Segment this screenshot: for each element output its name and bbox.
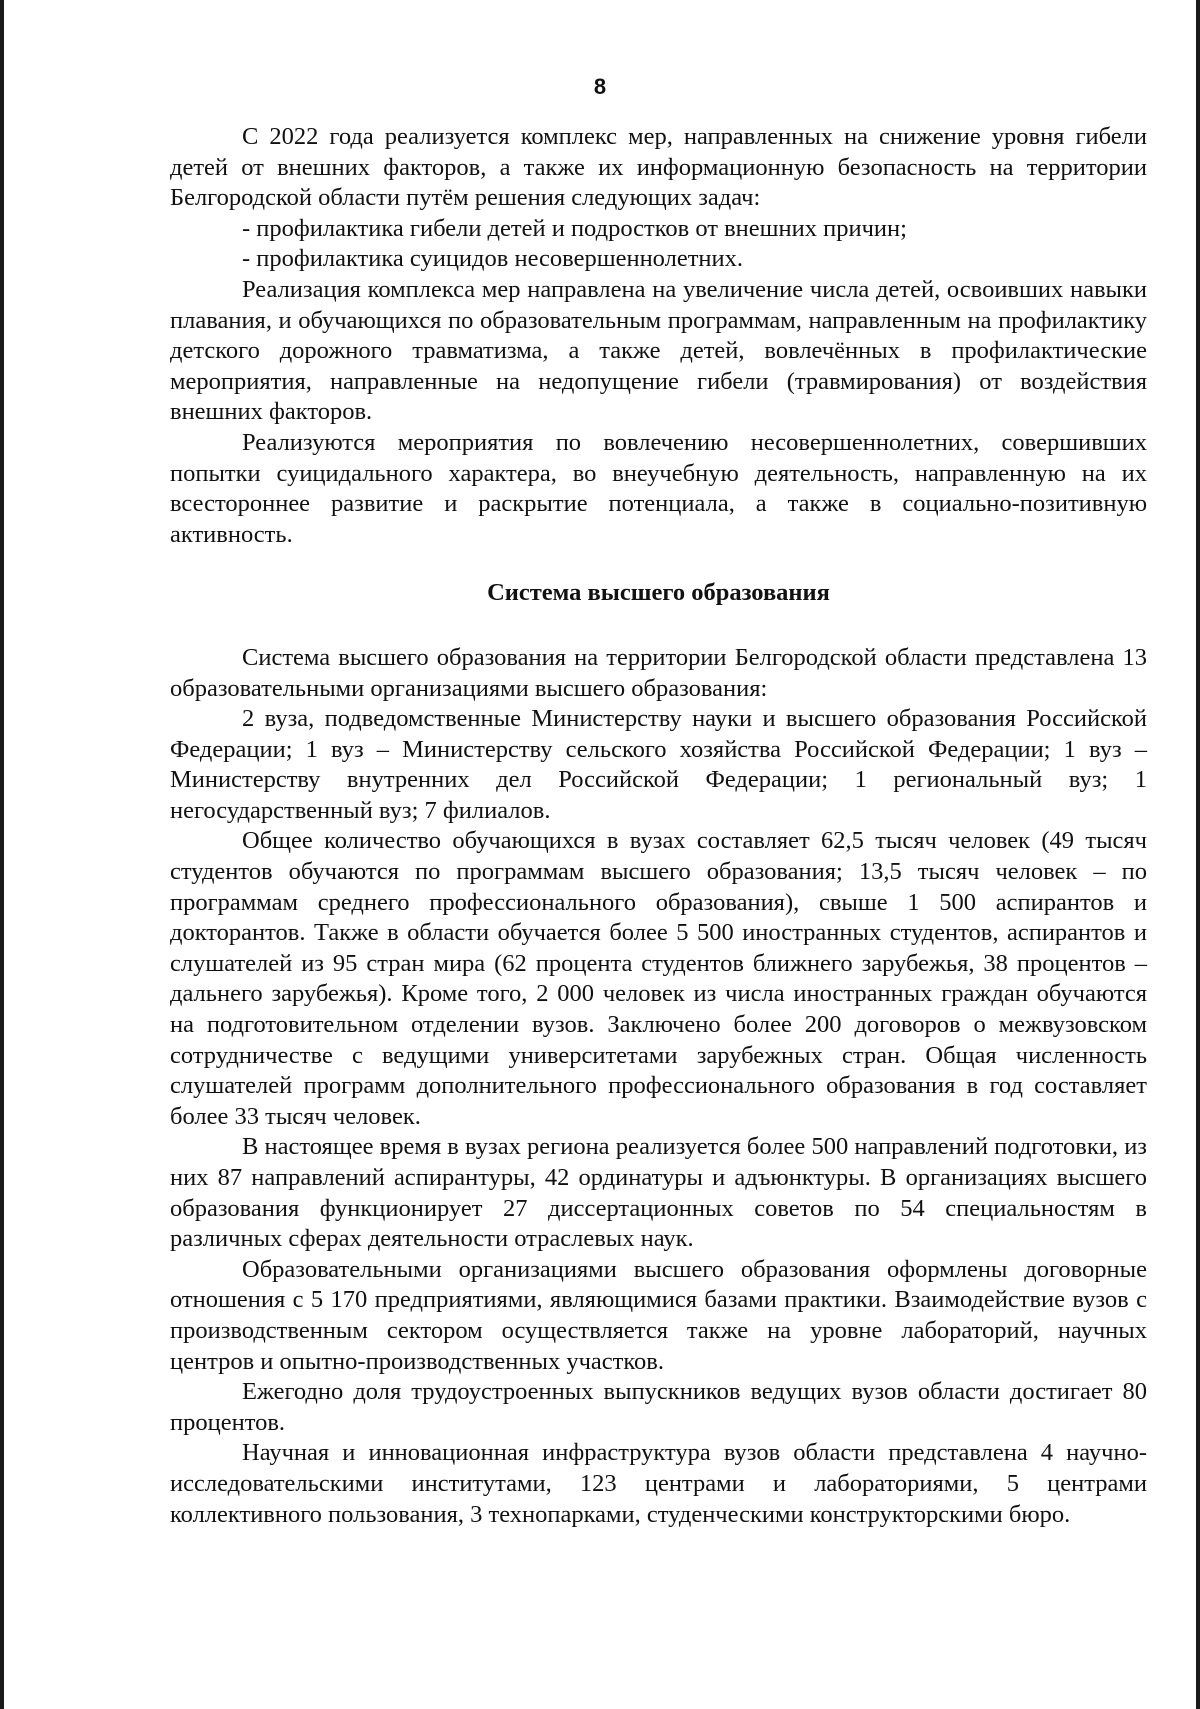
list-item-task-1: - профилактика гибели детей и подростков от внешних причин; xyxy=(242,214,907,242)
page-number: 8 xyxy=(593,74,607,99)
section-heading: Система высшего образования xyxy=(487,579,830,607)
paragraph-intro: С 2022 года реализуется комплекс мер, направленных на снижение уровня гибели детей от внешних факторов, а также их информационную безопасность на территории Белгородской области путём решения следующих задач: xyxy=(170,123,1147,212)
paragraph-infrastructure: Научная и инновационная инфраструктура вузов области представлена 4 научно-исследовательскими институтами, 123 центрами и лабораториями, 5 центрами коллективного пользования, 3 технопарками, студенческими конструкторскими бюро. xyxy=(170,1439,1147,1528)
scan-edge-left xyxy=(0,0,4,1709)
paragraph-universities: 2 вуза, подведомственные Министерству науки и высшего образования Российской Федерации; 1 вуз – Министерству сельского хозяйства Российской Федерации; 1 вуз – Министерству внутренних дел Российской Федерации; 1 региональный вуз; 1 негосударственный вуз; 7 филиалов. xyxy=(170,705,1147,824)
paragraph-system: Система высшего образования на территории Белгородской области представлена 13 образовательными организациями высшего образования: xyxy=(170,643,1147,702)
paragraph-activities: Реализуются мероприятия по вовлечению несовершеннолетних, совершивших попытки суицидального характера, во внеучебную деятельность, направленную на их всестороннее развитие и раскрытие потенциала, а также в социально-позитивную активность. xyxy=(170,428,1147,548)
document-body xyxy=(170,122,1147,1530)
paragraph-measures: Реализация комплекса мер направлена на увеличение числа детей, освоивших навыки плавания, и обучающихся по образовательным программам, направленным на профилактику детского дорожного травматизма, а также детей, вовлечённых в профилактические мероприятия, направленные на недопущение гибели (травмирования) от воздействия внешних факторов. xyxy=(170,275,1147,426)
paragraph-programs: В настоящее время в вузах региона реализуется более 500 направлений подготовки, из них 87 направлений аспирантуры, 42 ординатуры и адъюнктуры. В организациях высшего образования функционирует 27 диссертационных советов по 54 специальностям в различных сферах деятельности отраслевых наук. xyxy=(170,1133,1147,1253)
paragraph-employment: Ежегодно доля трудоустроенных выпускников ведущих вузов области достигает 80 процентов. xyxy=(170,1378,1147,1436)
spacer xyxy=(170,609,1147,643)
scan-edge-right xyxy=(1196,0,1200,1709)
list-item-task-2: - профилактика суицидов несовершеннолетних. xyxy=(242,245,744,273)
spacer xyxy=(170,550,1147,578)
paragraph-practice: Образовательными организациями высшего образования оформлены договорные отношения с 5 170 предприятиями, являющимися базами практики. Взаимодействие вузов с производственным сектором осуществляется также на уровне лабораторий, научных центров и опытно-производственных участков. xyxy=(170,1255,1147,1375)
paragraph-students: Общее количество обучающихся в вузах составляет 62,5 тысяч человек (49 тысяч студентов обучаются по программам высшего образования; 13,5 тысяч человек – по программам среднего профессионального образования), свыше 1 500 аспирантов и докторантов. Также в области обучается более 5 500 иностранных студентов, аспирантов и слушателей из 95 стран мира (62 процента студентов ближнего зарубежья, 38 процентов – дальнего зарубежья). Кроме того, 2 000 человек из числа иностранных граждан обучаются на подготовительном отделении вузов. Заключено более 200 договоров о межвузовском сотрудничестве с ведущими университетами зарубежных стран. Общая численность слушателей программ дополнительного профессионального образования в год составляет более 33 тысяч человек. xyxy=(170,827,1147,1130)
